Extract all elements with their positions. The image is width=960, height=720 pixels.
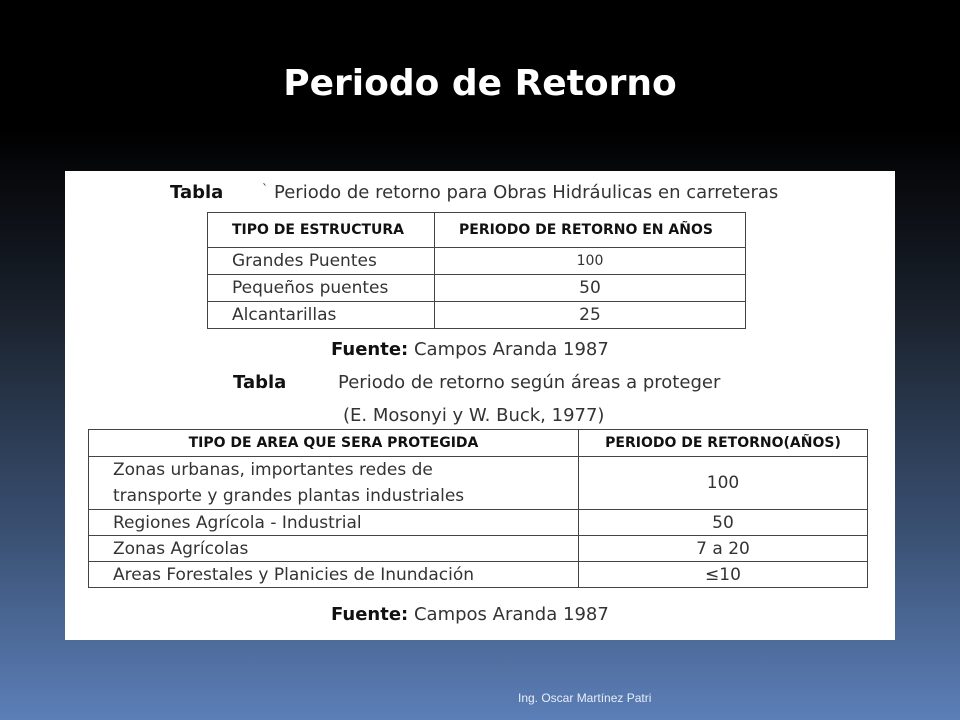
table-row: [208, 302, 746, 329]
table-row: [89, 457, 868, 510]
slide-footer-author: Ing. Oscar Martínez Patri: [518, 691, 652, 705]
table1-cell-period: 100: [435, 248, 746, 275]
table-row: [89, 536, 868, 562]
table2-cell-period: ≤10: [579, 562, 868, 588]
table1-cell-period: 25: [435, 302, 746, 329]
table-row: [89, 562, 868, 588]
table2-area-return-periods: [88, 429, 868, 588]
slide-title: Periodo de Retorno: [283, 63, 677, 104]
table1-cell-structure: Pequeños puentes: [208, 275, 435, 302]
table2-caption-sub: (E. Mosonyi y W. Buck, 1977): [343, 405, 605, 426]
table1-caption-label: Tabla: [170, 182, 224, 203]
table2-source-label: Fuente:: [331, 604, 409, 625]
table1-cell-structure: Alcantarillas: [208, 302, 435, 329]
table2-header-period: PERIODO DE RETORNO(AÑOS): [579, 430, 868, 457]
table2-source-text: Campos Aranda 1987: [413, 604, 609, 625]
table1-caption-text: Periodo de retorno para Obras Hidráulicas en carreteras: [274, 182, 779, 203]
table1-source: [331, 339, 609, 361]
table1-structure-return-periods: [207, 212, 746, 329]
tables-image-panel: [65, 171, 895, 640]
table2-source: [331, 604, 609, 626]
table1-header-structure: TIPO DE ESTRUCTURA: [208, 213, 435, 248]
table2-cell-area: Regiones Agrícola - Industrial: [89, 510, 579, 536]
table-row: [208, 248, 746, 275]
table2-caption-text: Periodo de retorno según áreas a proteger: [338, 372, 721, 393]
table1-source-text: Campos Aranda 1987: [413, 339, 609, 360]
table-row: [89, 510, 868, 536]
table1-caption: [170, 182, 779, 204]
table2-header-area: TIPO DE AREA QUE SERA PROTEGIDA: [89, 430, 579, 457]
table-row: [208, 275, 746, 302]
table2-cell-area: Areas Forestales y Planicies de Inundación: [89, 562, 579, 588]
table1-cell-period: 50: [435, 275, 746, 302]
table2-cell-period: 7 a 20: [579, 536, 868, 562]
table2-cell-area: [89, 457, 579, 510]
table1-header-period: PERIODO DE RETORNO EN AÑOS: [435, 213, 746, 248]
table1-cell-structure: Grandes Puentes: [208, 248, 435, 275]
table1-header-row: [208, 213, 746, 248]
table2-cell-period: 50: [579, 510, 868, 536]
table2-header-row: [89, 430, 868, 457]
table1-caption-mark: `: [262, 182, 268, 196]
table2-cell-area-line2: transporte y grandes plantas industriales: [113, 486, 465, 506]
table2-caption-label: Tabla: [233, 372, 287, 393]
table2-cell-area-line1: Zonas urbanas, importantes redes de: [113, 460, 433, 480]
table2-cell-period: 100: [579, 457, 868, 510]
table2-cell-area: Zonas Agrícolas: [89, 536, 579, 562]
table2-caption: [233, 372, 721, 394]
table1-source-label: Fuente:: [331, 339, 409, 360]
